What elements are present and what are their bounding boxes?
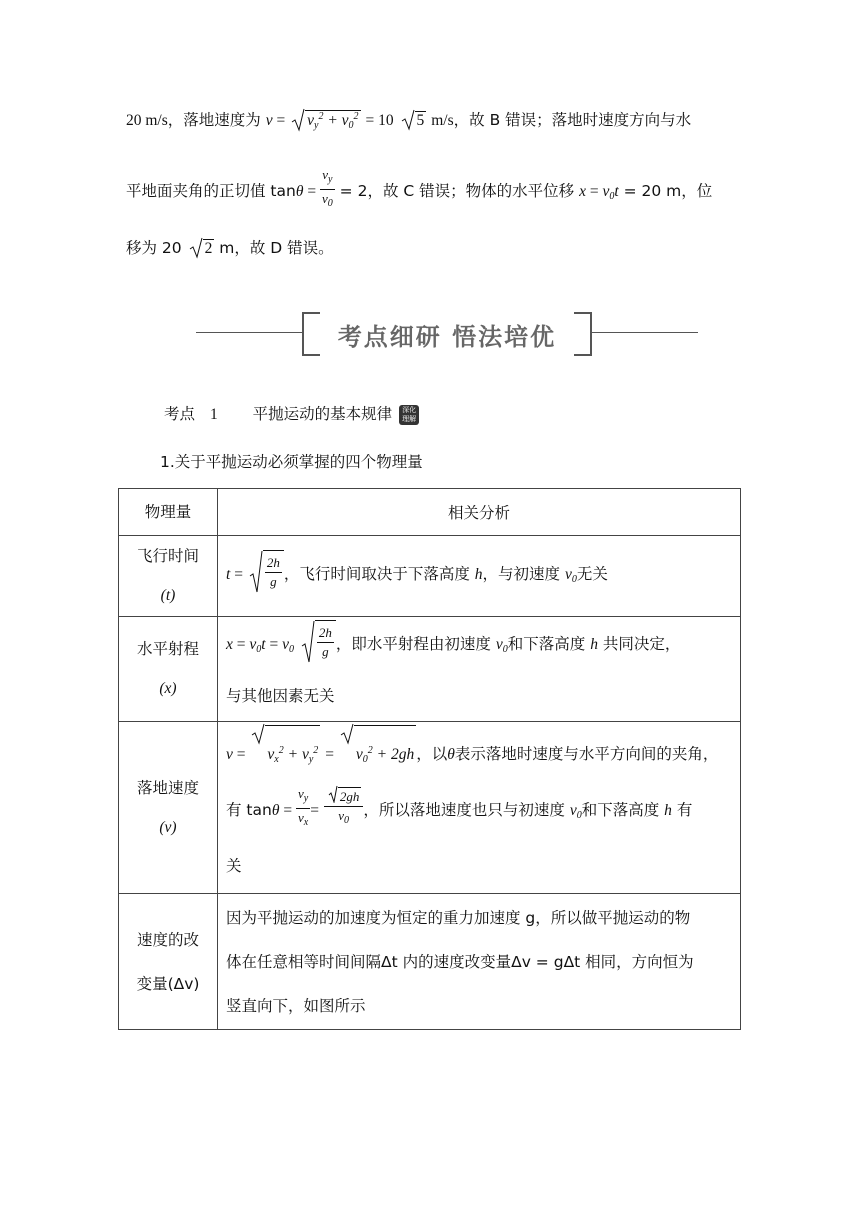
banner-title: 考点细研 悟法培优 (337, 322, 557, 351)
text-segment: 有 (676, 800, 693, 819)
sqrt-v0-2gh: $v_0^2 + 2gh$ (340, 725, 416, 785)
text-segment: m/s， (431, 112, 470, 129)
text-segment: 20 m/s， (126, 112, 184, 129)
text-segment: m，故 D 错误。 (219, 239, 334, 257)
text-segment: 落地速度为 (183, 111, 266, 129)
banner-bracket-right (574, 312, 592, 356)
quantity-name: 速度的改 (136, 930, 199, 949)
text-segment: 和下落高度 (581, 800, 660, 819)
text-segment: = 2，故 C 错误；物体的水平位移 (339, 182, 580, 200)
quantity-cell (119, 894, 218, 1030)
analysis-cell: $x = v_0t = v_0$ $\frac{2h}{g}$ ，即水平射程由初速度 $v_0$和下落高度 h 共同决定， 与其他因素无关 (218, 617, 741, 722)
text-segment: 与其他因素无关 (226, 686, 335, 705)
text-segment: 共同决定， (602, 634, 681, 653)
text-segment: 和下落高度 (507, 634, 586, 653)
text-segment: 有 tan (226, 800, 272, 819)
text-segment: ，所以落地速度也只与初速度 (363, 800, 565, 819)
quantity-name: 飞行时间 (136, 547, 199, 565)
sqrt-5: 5 (401, 111, 427, 130)
table-header-row (119, 489, 741, 536)
badge-line-2: 理解 (402, 414, 417, 423)
quantity-cell (119, 617, 218, 722)
sqrt-2: 2 (189, 239, 215, 258)
text-line-3 (126, 236, 334, 258)
fraction-vy-vx: $\frac{v_y}{v_x}$ (297, 785, 309, 828)
analysis-cell: t = $\frac{2h}{g}$ ，飞行时间取决于下落高度 h，与初速度 $v_0$无关 (218, 536, 741, 617)
text-segment: 无关 (576, 564, 608, 583)
quantity-symbol: (x) (159, 680, 177, 697)
sqrt-2h-over-g: $\frac{2h}{g}$ (249, 550, 284, 597)
section-label: 考点 (164, 405, 196, 423)
sqrt-vx-vy: $v_x^2 + v_y^2$ (251, 725, 320, 785)
text-segment: 体在任意相等时间间隔Δt 内的速度改变量Δv = gΔt 相同，方向恒为 (226, 952, 694, 971)
math-v: v (265, 112, 273, 129)
analysis-cell: v = $v_x^2 + v_y^2$ = $v_0^2 + 2gh$ ，以θ表示落地时速度与水平方向间的夹角， 有 tanθ = $\frac{v_y}{v_x}$ = $\frac{2gh}{v_0}$ ，所以落地速度也只与初速度 $v_0$和下落高度 h 有 关 (218, 722, 741, 894)
text-segment: = 10 (365, 112, 394, 129)
banner-rule-right (592, 332, 698, 333)
section-heading (164, 402, 419, 425)
text-segment: ，以 (416, 744, 448, 763)
text-segment: = 20 m，位 (618, 182, 713, 200)
text-segment: 关 (226, 856, 242, 875)
analysis-cell (218, 894, 741, 1030)
text-segment: 故 B 错误；落地时速度方向与水 (469, 111, 692, 129)
quantity-cell (119, 722, 218, 894)
section-number: 1 (209, 406, 218, 423)
badge-line-1: 深化 (402, 405, 417, 414)
header-quantity: 物理量 (119, 489, 218, 536)
text-segment: 移为 20 (126, 239, 182, 257)
section-title: 平抛运动的基本规律 (252, 405, 393, 423)
sqrt-expression: $v_y^2 + v_0^2$ (291, 110, 360, 131)
fraction-sqrt2gh-v0: $\frac{2gh}{v_0}$ (324, 787, 364, 830)
subheading: 1.关于平抛运动必须掌握的四个物理量 (160, 453, 423, 471)
text-segment: ，即水平射程由初速度 (335, 634, 491, 653)
sqrt-2h-over-g: $\frac{2h}{g}$ (301, 620, 336, 667)
table-row (119, 894, 741, 1030)
text-line-1: 20 m/s，落地速度为 v = $v_y^2 + v_0^2 = 10$ 5 m/s，故 B 错误；落地时速度方向与水 (126, 111, 692, 131)
text-segment: 因为平抛运动的加速度为恒定的重力加速度 g，所以做平抛运动的物 (226, 908, 691, 927)
text-segment: 平地面夹角的正切值 tan (126, 182, 296, 200)
quantity-name: 落地速度 (136, 778, 199, 797)
text-segment: ，与初速度 (482, 564, 561, 583)
text-segment: 竖直向下，如图所示 (226, 996, 366, 1015)
quantity-symbol: (v) (159, 818, 177, 836)
table-row (119, 617, 741, 722)
header-analysis: 相关分析 (218, 489, 741, 536)
text-segment: ，飞行时间取决于下落高度 (283, 564, 470, 583)
deepen-badge (399, 405, 419, 425)
quantity-cell (119, 536, 218, 617)
quantity-name: 变量(Δv) (136, 974, 200, 993)
quantity-symbol: (t) (160, 587, 176, 604)
text-segment: 表示落地时速度与水平方向间的夹角， (454, 744, 719, 763)
text-line-2: 平地面夹角的正切值 tanθ = $\frac{v_y}{v_0}$ = 2，故 C 错误；物体的水平位移 $x = v_0t = 20$ m，位 (126, 168, 712, 215)
fraction-vy-v0: $\frac{v_y}{v_0}$ (321, 167, 333, 209)
quantity-name: 水平射程 (136, 640, 199, 658)
table-row (119, 536, 741, 617)
physics-quantities-table (118, 488, 741, 1030)
table-row (119, 722, 741, 894)
section-banner (196, 312, 698, 354)
